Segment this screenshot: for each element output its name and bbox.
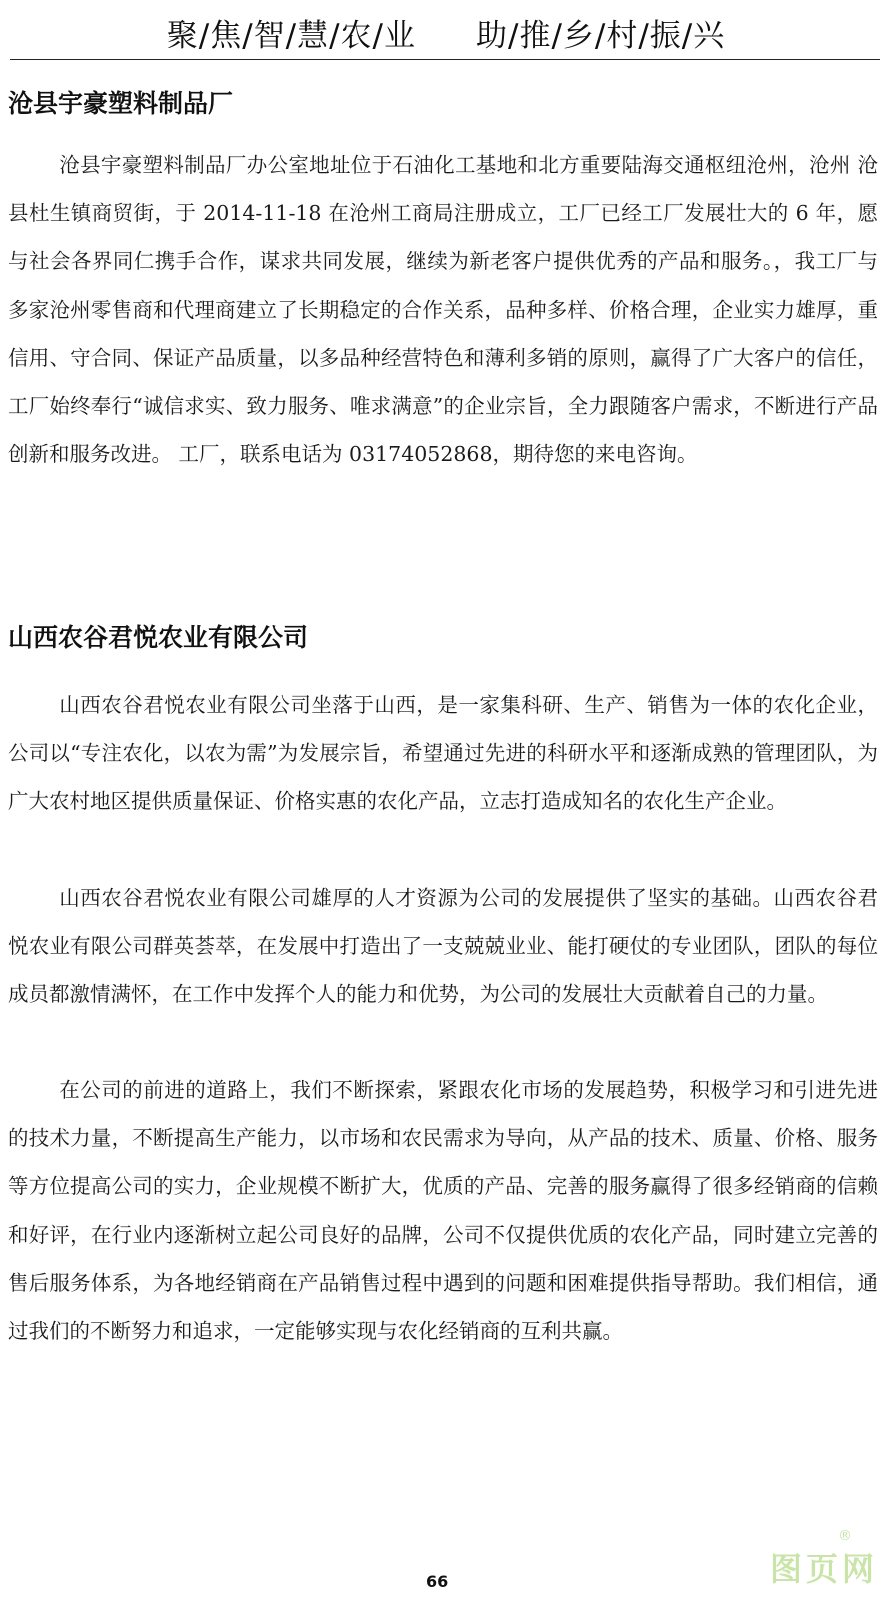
header-divider xyxy=(10,59,880,60)
page-header-slogan xyxy=(0,10,892,52)
header-slogan-left: 聚/焦/智/慧/农/业 xyxy=(166,18,416,54)
watermark-logo xyxy=(769,1528,878,1590)
section-paragraph: 山西农谷君悦农业有限公司坐落于山西，是一家集科研、生产、销售为一体的农化企业，公司以“专注农化，以农为需”为发展宗旨，希望通过先进的科研水平和逐渐成熟的管理团队，为广大农村地区提供质量保证、价格实惠的农化产品，立志打造成知名的农化生产企业。 xyxy=(8,693,878,814)
watermark-text: 图页网 xyxy=(769,1550,878,1588)
section-paragraph: 山西农谷君悦农业有限公司雄厚的人才资源为公司的发展提供了坚实的基础。山西农谷君悦农业有限公司群英荟萃，在发展中打造出了一支兢兢业业、能打硬仗的专业团队，团队的每位成员都激情满怀，在工作中发挥个人的能力和优势，为公司的发展壮大贡献着自己的力量。 xyxy=(8,886,878,1007)
registered-mark: ® xyxy=(838,1528,852,1544)
page-number: 66 xyxy=(426,1572,449,1591)
header-slogan-right: 助/推/乡/村/振/兴 xyxy=(476,18,726,54)
section-title-cangxian: 沧县宇豪塑料制品厂 xyxy=(8,89,234,118)
section-paragraph: 沧县宇豪塑料制品厂办公室地址位于石油化工基地和北方重要陆海交通枢纽沧州，沧州 沧县杜生镇商贸街，于 2014-11-18 在沧州工商局注册成立，工厂已经工厂发展壮大的 6 年，愿与社会各界同仁携手合作，谋求共同发展，继续为新老客户提供优秀的产品和服务。，我工厂与多家沧州零售商和代理商建立了长期稳定的合作关系，品种多样、价格合理，企业实力雄厚，重信用、守合同、保证产品质量，以多品种经营特色和薄利多销的原则，赢得了广大客户的信任，工厂始终奉行“诚信求实、致力服务、唯求满意”的企业宗旨，全力跟随客户需求，不断进行产品创新和服务改进。 工厂，联系电话为 03174052868，期待您的来电咨询。 xyxy=(8,153,878,467)
section-paragraph: 在公司的前进的道路上，我们不断探索，紧跟农化市场的发展趋势，积极学习和引进先进的技术力量，不断提高生产能力，以市场和农民需求为导向，从产品的技术、质量、价格、服务等方位提高公司的实力，企业规模不断扩大，优质的产品、完善的服务赢得了很多经销商的信赖和好评，在行业内逐渐树立起公司良好的品牌，公司不仅提供优质的农化产品，同时建立完善的售后服务体系，为各地经销商在产品销售过程中遇到的问题和困难提供指导帮助。我们相信，通过我们的不断努力和追求，一定能够实现与农化经销商的互利共赢。 xyxy=(8,1078,878,1344)
section-title-shanxi: 山西农谷君悦农业有限公司 xyxy=(8,623,309,652)
